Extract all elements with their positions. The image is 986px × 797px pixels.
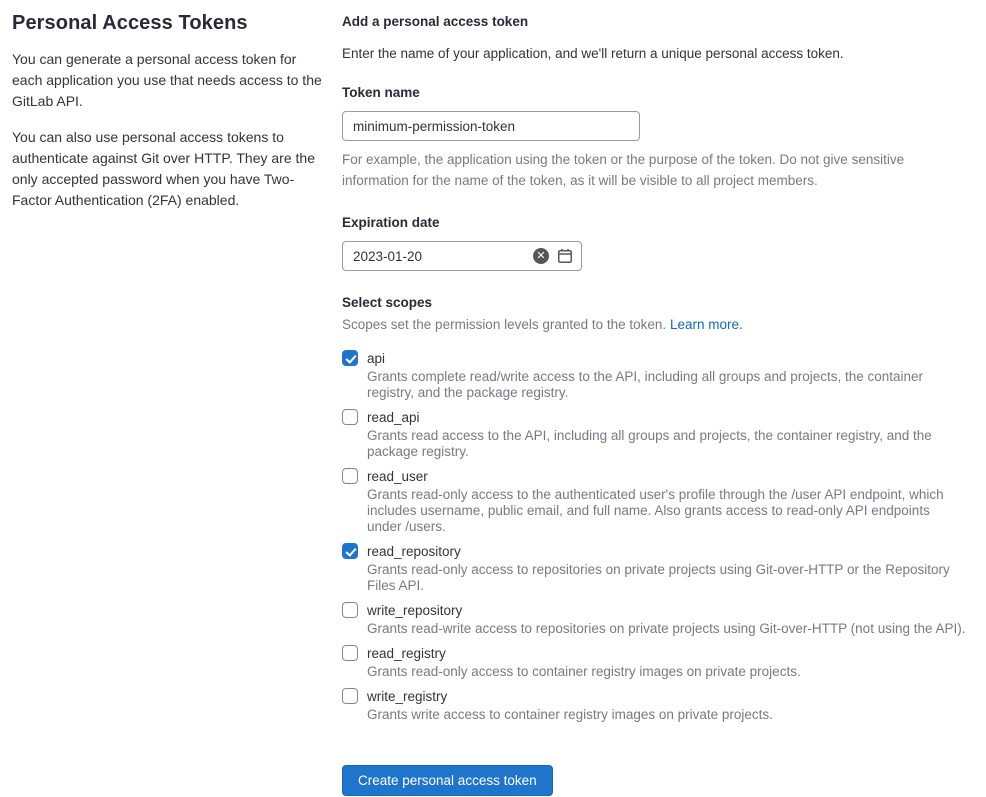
scope-name-label: read_user	[367, 468, 428, 484]
page-intro-paragraph-1: You can generate a personal access token for each application you use that needs access to the GitLab API.	[12, 51, 322, 109]
scope-checkbox[interactable]	[342, 688, 358, 704]
scopes-hint	[342, 317, 966, 332]
scope-name-label: read_registry	[367, 645, 446, 661]
token-name-hint: For example, the application using the token or the purpose of the token. Do not give sensitive information for the name of the token, as it will be visible to all project members.	[342, 152, 905, 188]
select-scopes-label: Select scopes	[342, 295, 433, 310]
expiration-date-field[interactable]	[342, 241, 582, 271]
scope-name-label: api	[367, 350, 386, 366]
scope-checkbox[interactable]	[342, 350, 358, 366]
scope-item	[342, 543, 966, 594]
form-heading: Add a personal access token	[342, 14, 529, 29]
scope-item	[342, 468, 966, 535]
calendar-icon[interactable]	[557, 248, 573, 264]
scope-item	[342, 409, 966, 460]
scope-description: Grants read access to the API, including all groups and projects, the container registry, and the package registry.	[367, 428, 932, 459]
scope-item	[342, 688, 966, 723]
scope-item	[342, 350, 966, 401]
add-token-form	[342, 12, 966, 797]
token-name-input[interactable]	[342, 111, 640, 141]
scope-description: Grants write access to container registry images on private projects.	[367, 707, 773, 722]
scope-item	[342, 645, 966, 680]
scope-checkbox[interactable]	[342, 468, 358, 484]
page-title: Personal Access Tokens	[12, 12, 248, 34]
learn-more-link[interactable]: Learn more.	[669, 317, 743, 332]
form-subheading: Enter the name of your application, and we'll return a unique personal access token.	[342, 46, 844, 61]
expiration-date-label: Expiration date	[342, 215, 440, 230]
scope-name-label: write_registry	[367, 688, 448, 704]
scope-description: Grants read-only access to repositories on private projects using Git-over-HTTP or the Repository Files API.	[367, 562, 950, 593]
token-name-label: Token name	[342, 85, 420, 100]
scope-description: Grants read-only access to container registry images on private projects.	[367, 664, 801, 679]
clear-date-icon[interactable]: ✕	[533, 248, 549, 264]
scope-name-label: read_repository	[367, 543, 461, 559]
page-description-panel	[12, 12, 330, 797]
scope-description: Grants read-write access to repositories on private projects using Git-over-HTTP (not using the API).	[367, 621, 966, 636]
scope-checkbox[interactable]	[342, 645, 358, 661]
scope-name-label: read_api	[367, 409, 420, 425]
scope-description: Grants read-only access to the authenticated user's profile through the /user API endpoint, which includes username, public email, and full name. Also grants access to read-only API endpoints under /users.	[367, 487, 944, 534]
scope-checkbox[interactable]	[342, 409, 358, 425]
expiration-date-input[interactable]	[353, 249, 533, 264]
scope-checkbox[interactable]	[342, 543, 358, 559]
create-token-button[interactable]: Create personal access token	[342, 765, 553, 796]
scope-name-label: write_repository	[367, 602, 463, 618]
scope-list	[342, 350, 966, 723]
scope-checkbox[interactable]	[342, 602, 358, 618]
scope-description: Grants complete read/write access to the API, including all groups and projects, the container registry, and the package registry.	[367, 369, 924, 400]
scope-item	[342, 602, 966, 637]
scopes-hint-text: Scopes set the permission levels granted to the token.	[342, 317, 670, 332]
page-intro-paragraph-2: You can also use personal access tokens to authenticate against Git over HTTP. They are the only accepted password when you have Two-Factor Authentication (2FA) enabled.	[12, 129, 315, 208]
